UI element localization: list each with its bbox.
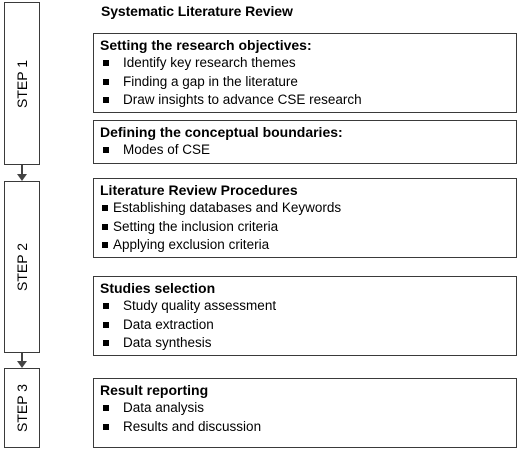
step-3-label: STEP 3 bbox=[14, 384, 30, 432]
list-item: Setting the inclusion criteria bbox=[100, 218, 516, 237]
box-heading: Studies selection bbox=[100, 280, 216, 296]
studies-selection-box bbox=[93, 276, 517, 356]
list-item: Results and discussion bbox=[100, 418, 516, 437]
box-heading: Literature Review Procedures bbox=[100, 182, 298, 198]
list-item: Draw insights to advance CSE research bbox=[100, 91, 516, 110]
list-item: Establishing databases and Keywords bbox=[100, 199, 516, 218]
step-1-box bbox=[4, 2, 40, 165]
box-heading: Result reporting bbox=[100, 382, 209, 398]
step-1-to-2-arrow bbox=[21, 165, 23, 175]
research-objectives-box bbox=[93, 33, 517, 113]
list-item: Data analysis bbox=[100, 399, 516, 418]
box-heading: Setting the research objectives: bbox=[100, 37, 312, 53]
step-2-to-3-arrow bbox=[21, 353, 23, 362]
step-1-label: STEP 1 bbox=[14, 59, 30, 108]
conceptual-boundaries-box bbox=[93, 120, 517, 164]
diagram-title: Systematic Literature Review bbox=[101, 3, 293, 19]
box-heading: Defining the conceptual boundaries: bbox=[100, 124, 343, 140]
step-2-box bbox=[4, 181, 40, 353]
list-item: Study quality assessment bbox=[100, 297, 516, 316]
step-3-box bbox=[4, 368, 40, 448]
list-item: Identify key research themes bbox=[100, 54, 516, 73]
step-2-label: STEP 2 bbox=[14, 243, 30, 291]
review-procedures-box bbox=[93, 178, 517, 258]
list-item: Finding a gap in the literature bbox=[100, 73, 516, 92]
list-item: Data extraction bbox=[100, 316, 516, 335]
list-item: Applying exclusion criteria bbox=[100, 236, 516, 255]
list-item: Modes of CSE bbox=[100, 141, 516, 160]
result-reporting-box bbox=[93, 378, 517, 448]
list-item: Data synthesis bbox=[100, 334, 516, 353]
